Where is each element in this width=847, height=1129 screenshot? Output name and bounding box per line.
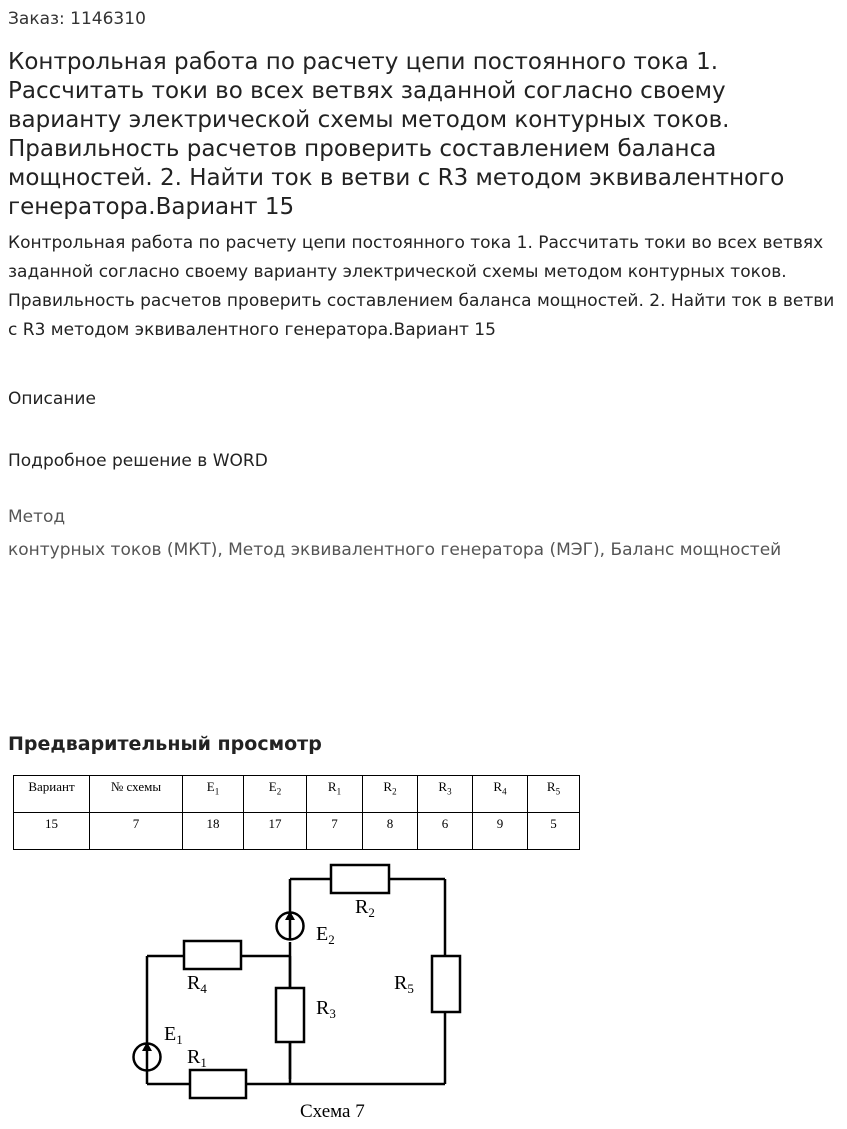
page-title: Контрольная работа по расчету цепи постоянного тока 1. Рассчитать токи во всех ветвях заданной согласно своему варианту электрической схемы методом контурных токов. Правильность расчетов проверить составлением баланса мощностей. 2. Найти ток в ветви с R3 методом эквивалентного генератора.Вариант 15	[8, 49, 785, 220]
table-cell: 15	[14, 813, 90, 850]
table-header-cell	[473, 776, 528, 813]
resistor-r2	[331, 865, 389, 893]
header-sub: 1	[336, 786, 342, 797]
circuit-diagram	[0, 850, 847, 1129]
table-cell: 6	[418, 813, 473, 850]
short-description: Контрольная работа по расчету цепи постоянного тока 1. Рассчитать токи во всех ветвях заданной согласно своему варианту электрической схемы методом контурных токов. Правильность расчетов проверить составлением баланса мощностей. 2. Найти ток в ветви с R3 методом эквивалентного генератора.Вариант 15	[8, 233, 835, 340]
table-header-cell	[418, 776, 473, 813]
header-text: № схемы	[110, 779, 162, 794]
table-header-cell	[307, 776, 363, 813]
header-text: R	[438, 779, 448, 794]
table-cell: 5	[528, 813, 580, 850]
label-r3: $R_3$	[316, 997, 336, 1021]
header-text: R	[546, 779, 556, 794]
header-text: R	[493, 779, 503, 794]
label-e1: $E_1$	[164, 1023, 183, 1047]
description-label: Описание	[8, 389, 96, 409]
order-number: Заказ: 1146310	[8, 9, 146, 29]
header-sub: 1	[214, 786, 220, 797]
preview-heading: Предварительный просмотр	[8, 733, 322, 755]
label-r5: $R_5$	[394, 972, 414, 996]
source-e1-icon	[134, 1042, 161, 1071]
label-e2: $E_2$	[316, 923, 335, 947]
header-sub: 2	[392, 786, 397, 797]
header-text: E	[268, 779, 277, 794]
header-text: R	[327, 779, 337, 794]
description-text: Подробное решение в WORD	[8, 451, 268, 471]
table-cell: 7	[90, 813, 183, 850]
table-row	[14, 813, 580, 850]
table-header-cell	[183, 776, 244, 813]
table-header-cell	[363, 776, 418, 813]
table-cell: 8	[363, 813, 418, 850]
header-sub: 3	[447, 786, 452, 797]
header-text: R	[383, 779, 393, 794]
parameters-table	[13, 775, 580, 850]
header-sub: 5	[555, 786, 561, 797]
resistor-r3	[276, 988, 304, 1042]
header-text: Вариант	[28, 779, 75, 794]
method-label: Метод	[8, 507, 66, 527]
table-header-cell	[528, 776, 580, 813]
table-header-cell	[14, 776, 90, 813]
resistor-r4	[184, 941, 241, 969]
table-cell: 9	[473, 813, 528, 850]
header-text: E	[206, 779, 215, 794]
table-cell: 7	[307, 813, 363, 850]
table-header-cell	[90, 776, 183, 813]
source-e2-icon	[277, 911, 304, 940]
header-sub: 2	[276, 786, 282, 797]
table-header-cell	[244, 776, 307, 813]
table-header-row	[14, 776, 580, 813]
table-cell: 17	[244, 813, 307, 850]
label-r4: $R_4$	[187, 972, 207, 996]
label-r2: $R_2$	[355, 896, 375, 920]
circuit-caption: Схема 7	[300, 1101, 365, 1122]
header-sub: 4	[502, 786, 507, 797]
table-cell: 18	[183, 813, 244, 850]
resistor-r5	[432, 956, 460, 1012]
label-r1: $R_1$	[187, 1046, 207, 1070]
method-text: контурных токов (МКТ), Метод эквивалентного генератора (МЭГ), Баланс мощностей	[8, 540, 782, 560]
resistor-r1	[190, 1070, 246, 1098]
